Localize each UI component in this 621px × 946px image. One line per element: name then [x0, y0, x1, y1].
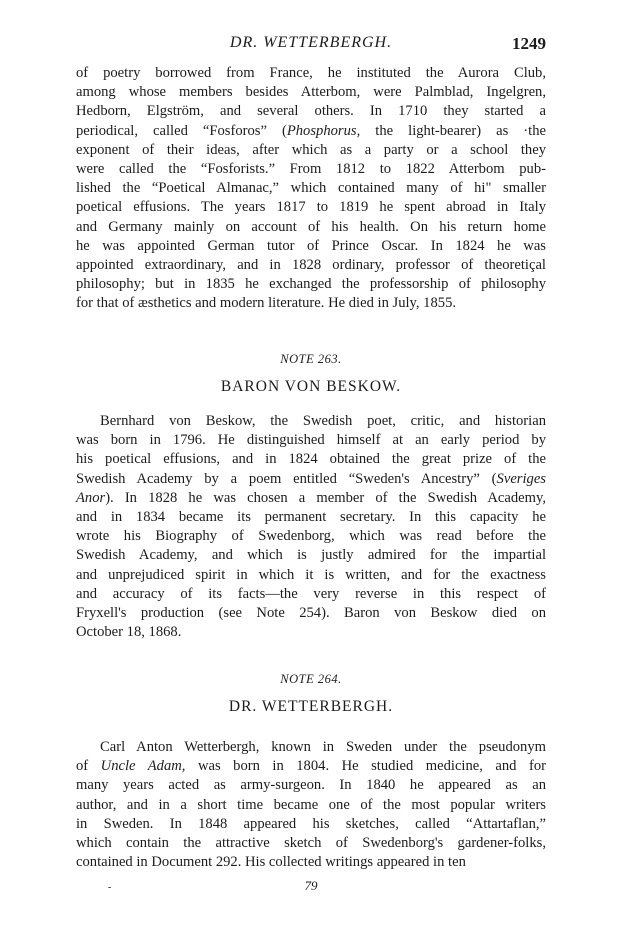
text-line: appointed extraordinary, and in 1828 ordinary, professor of theoretiçal	[76, 256, 546, 273]
text-line: and in 1834 became its permanent secretary. In this capacity he	[76, 508, 546, 525]
note-264-label: NOTE 264.	[280, 672, 342, 686]
text-line: poetical effusions. The years 1817 to 1819 he spent abroad in Italy	[76, 199, 546, 216]
text-line: and Germany mainly on account of his health. On his return home	[76, 218, 546, 235]
text-segment: ). In 1828 he was chosen a member of the Swedish Academy,	[105, 489, 546, 506]
running-head	[76, 34, 546, 54]
text-line: wrote his Biography of Swedenborg, which was read before the	[76, 528, 546, 545]
note-263-label: NOTE 263.	[280, 352, 342, 366]
text-line: contained in Document 292. His collected writings appeared in ten	[76, 854, 466, 871]
text-line: exponent of their ideas, after which as a party or a school they	[76, 141, 546, 158]
text-line: and accuracy of its facts—the very reverse in this respect of	[76, 585, 546, 602]
text-line: Bernhard von Beskow, the Swedish poet, critic, and historian	[100, 413, 546, 429]
italic-text: Uncle Adam,	[100, 758, 186, 775]
text-line: philosophy; but in 1835 he exchanged the professorship of philosophy	[76, 276, 546, 293]
text-line: and unprejudiced spirit in which it is written, and for the exactness	[76, 566, 546, 583]
text-line: lished the “Poetical Almanac,” which contained many of hi" smaller	[76, 180, 546, 197]
text-line: October 18, 1868.	[76, 624, 182, 641]
text-line: Hedborn, Elgström, and several others. In 1710 they started a	[76, 103, 546, 120]
note-264-paragraph	[76, 738, 546, 872]
text-line	[76, 757, 546, 776]
page-number: 1249	[512, 34, 546, 53]
italic-text: Anor	[76, 489, 106, 506]
text-line: which contain the attractive sketch of Swedenborg's gardener-folks,	[76, 834, 546, 851]
continuation-paragraph	[76, 64, 546, 313]
note-264-heading: DR. WETTERBERGH.	[228, 698, 394, 715]
text-line: he was appointed German tutor of Prince Oscar. In 1824 he was	[76, 237, 546, 254]
italic-text: Phosphorus,	[286, 122, 361, 139]
text-line	[76, 489, 546, 508]
text-segment: Swedish Academy by a poem entitled “Sweden's Ancestry” (	[76, 470, 497, 487]
text-line: Fryxell's production (see Note 254). Baron von Beskow died on	[76, 604, 546, 621]
note-263-heading: BARON VON BESKOW.	[220, 378, 402, 395]
text-line: many years acted as army-surgeon. In 1840 he appeared as an	[76, 777, 546, 794]
text-segment: was born in 1804. He studied medicine, and for	[185, 758, 546, 775]
signature-mark	[76, 878, 546, 896]
text-line: in Sweden. In 1848 appeared his sketches, called “Attartaflan,”	[76, 815, 546, 832]
text-line: his poetical effusions, and in 1824 obtained the great prize of the	[76, 451, 546, 468]
text-line: were called the “Fosforists.” From 1812 to 1822 Atterbom pub-	[76, 160, 546, 177]
signature-dash: -	[108, 882, 112, 893]
text-line	[76, 470, 546, 489]
text-segment: the light-bearer) as ·the	[360, 122, 546, 139]
signature-number: 79	[304, 878, 318, 893]
text-line: Swedish Academy, and which is justly admired for the impartial	[76, 547, 546, 564]
text-line: author, and in a short time became one of the most popular writers	[76, 796, 546, 813]
text-line: of poetry borrowed from France, he instituted the Aurora Club,	[76, 65, 546, 81]
italic-text: Sveriges	[496, 470, 546, 487]
text-segment: periodical, called “Fosforos” (	[76, 122, 287, 139]
running-title: DR. WETTERBERGH.	[229, 34, 393, 51]
text-line: Carl Anton Wetterbergh, known in Sweden under the pseudonym	[100, 739, 546, 755]
text-line: was born in 1796. He distinguished himself at an early period by	[76, 432, 546, 449]
text-line: for that of æsthetics and modern literature. He died in July, 1855.	[76, 295, 457, 312]
text-segment: of	[76, 758, 101, 775]
note-263-paragraph	[76, 412, 546, 642]
text-line	[76, 122, 546, 141]
text-line: among whose members besides Atterbom, were Palmblad, Ingelgren,	[76, 84, 546, 101]
